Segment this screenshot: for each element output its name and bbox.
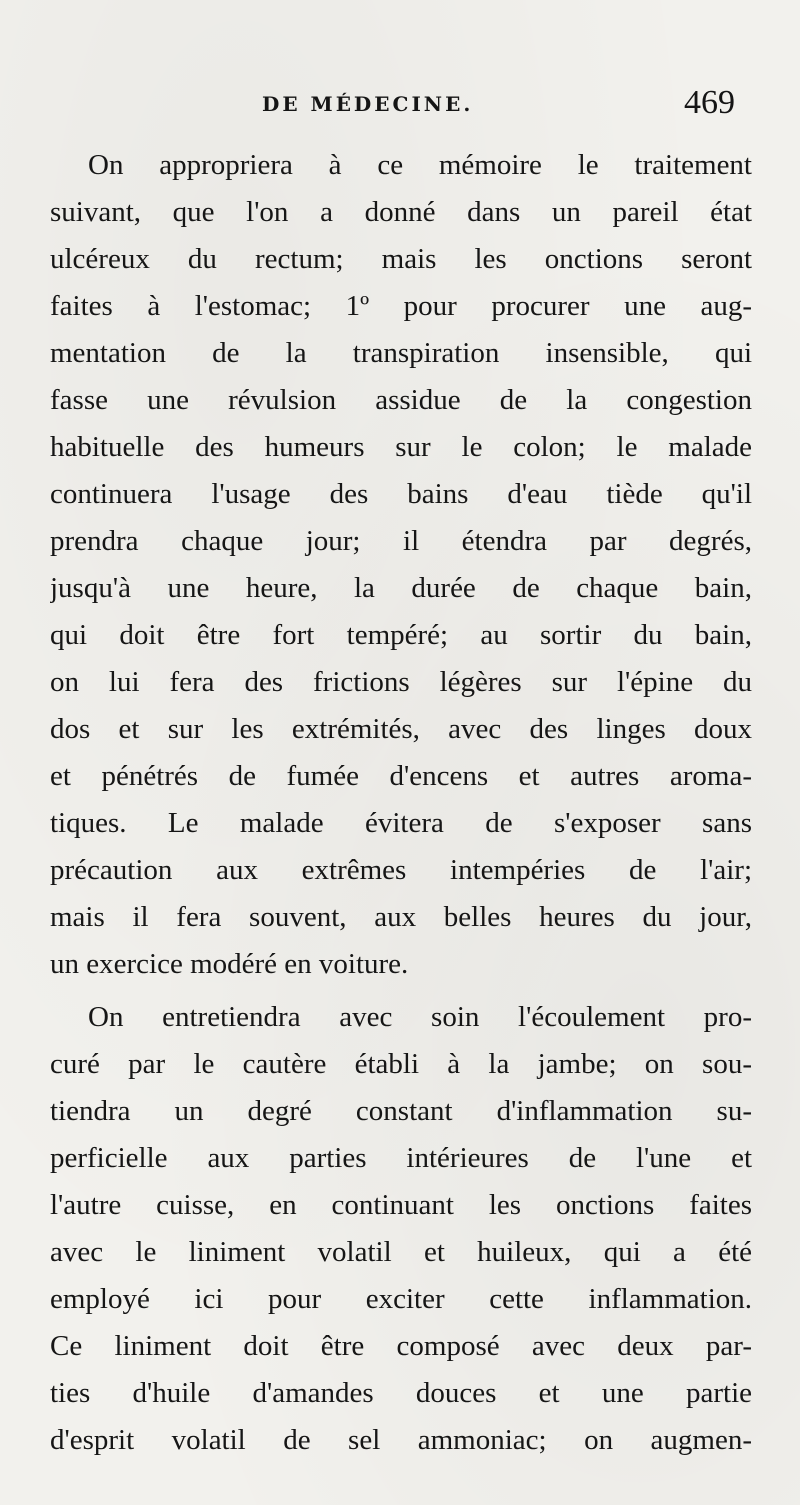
text-line: ties d'huile d'amandes douces et une partie (50, 1377, 752, 1409)
text-line: tiques. Le malade évitera de s'exposer sans (50, 807, 752, 839)
text-line: on lui fera des frictions légères sur l'épine du (50, 666, 752, 698)
paragraph-1 (50, 142, 752, 988)
text-line: curé par le cautère établi à la jambe; on sou- (50, 1048, 752, 1080)
text-line: un exercice modéré en voiture. (50, 948, 409, 980)
text-line: On entretiendra avec soin l'écoulement pro- (88, 1001, 752, 1033)
paragraph-2 (50, 994, 752, 1464)
text-line: avec le liniment volatil et huileux, qui a été (50, 1236, 752, 1268)
page-number: 469 (684, 84, 735, 121)
text-line: ulcéreux du rectum; mais les onctions seront (50, 243, 752, 275)
text-line: suivant, que l'on a donné dans un pareil état (50, 196, 752, 228)
text-line: On appropriera à ce mémoire le traitement (88, 149, 752, 181)
text-line: jusqu'à une heure, la durée de chaque bain, (50, 572, 752, 604)
text-line: précaution aux extrêmes intempéries de l'air; (50, 854, 752, 886)
text-line: habituelle des humeurs sur le colon; le malade (50, 431, 752, 463)
text-line: d'esprit volatil de sel ammoniac; on augmen- (50, 1424, 752, 1456)
text-line: faites à l'estomac; 1º pour procurer une aug- (50, 290, 752, 322)
text-line: continuera l'usage des bains d'eau tiède qu'il (50, 478, 752, 510)
text-line: prendra chaque jour; il étendra par degrés, (50, 525, 752, 557)
text-line: l'autre cuisse, en continuant les onctions faites (50, 1189, 752, 1221)
text-line: tiendra un degré constant d'inflammation su- (50, 1095, 752, 1127)
text-line: employé ici pour exciter cette inflammation. (50, 1283, 752, 1315)
text-line: mais il fera souvent, aux belles heures du jour, (50, 901, 752, 933)
text-line: perficielle aux parties intérieures de l'une et (50, 1142, 752, 1174)
text-line: fasse une révulsion assidue de la congestion (50, 384, 752, 416)
text-line: dos et sur les extrémités, avec des linges doux (50, 713, 752, 745)
text-line: mentation de la transpiration insensible, qui (50, 337, 752, 369)
text-line: et pénétrés de fumée d'encens et autres aroma- (50, 760, 752, 792)
text-line: Ce liniment doit être composé avec deux par- (50, 1330, 752, 1362)
running-head: DE MÉDECINE. (262, 92, 474, 116)
page-header (0, 84, 800, 128)
text-line: qui doit être fort tempéré; au sortir du bain, (50, 619, 752, 651)
body-text (50, 142, 752, 1464)
